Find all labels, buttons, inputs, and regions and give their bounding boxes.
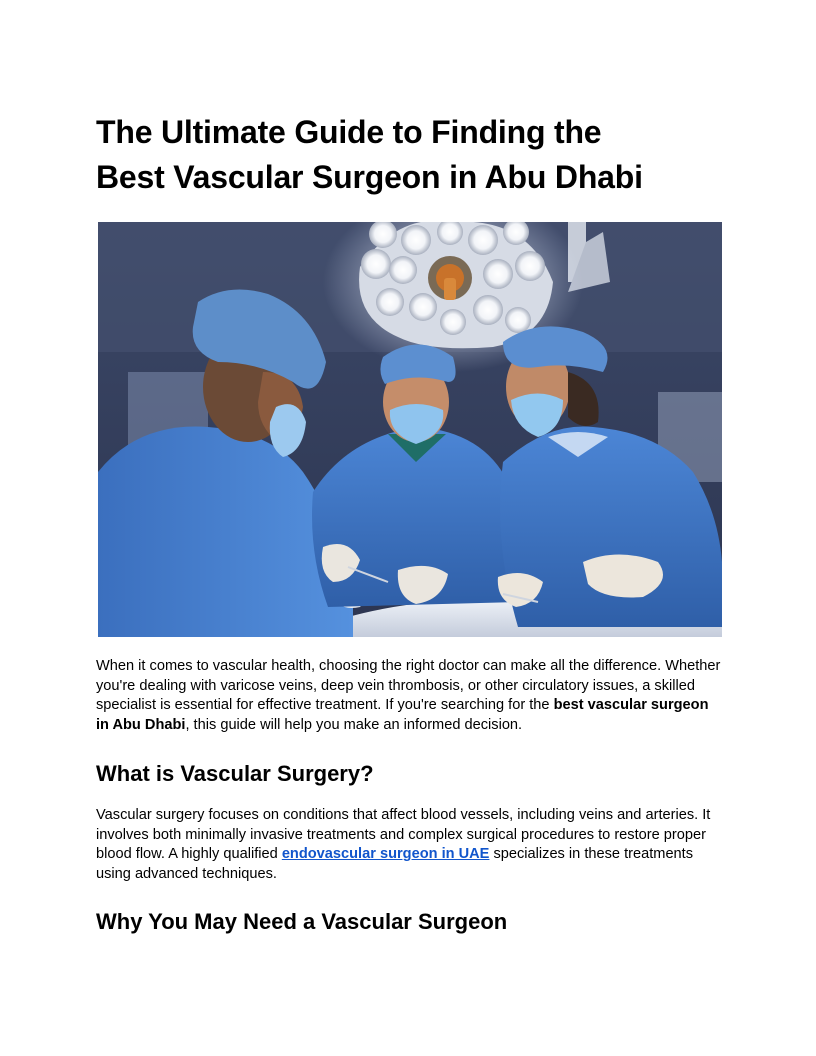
section1-text-start: Vascular surgery focuses on conditions that affect blood vessels, including veins and arteries. It involves both minimally invasive treatments and complex surgical procedures to restore proper blood flow. A highly qualified <box>96 807 711 863</box>
intro-bold-keyword: best vascular surgeon in Abu Dhabi <box>96 697 709 733</box>
endovascular-surgeon-link[interactable]: endovascular surgeon in UAE <box>281 846 490 863</box>
section1-paragraph <box>96 806 722 884</box>
title-line-2: Best Vascular Surgeon in Abu Dhabi <box>96 159 643 195</box>
title-line-1: The Ultimate Guide to Finding the <box>96 114 602 150</box>
section-heading-why: Why You May Need a Vascular Surgeon <box>96 909 508 934</box>
section1-text-end: specializes in these treatments using advanced techniques. <box>96 846 694 882</box>
article-title <box>96 110 736 200</box>
section-heading-what: What is Vascular Surgery? <box>96 761 374 786</box>
intro-text-start: When it comes to vascular health, choosing the right doctor can make all the difference. Whether you're dealing with varicose veins, deep vein thrombosis, or other circulatory issues, a skilled specialist is essential for effective treatment. If you're searching for the <box>96 658 721 714</box>
intro-paragraph <box>96 657 722 735</box>
hero-image <box>98 222 722 637</box>
intro-text-end: , this guide will help you make an informed decision. <box>185 716 523 733</box>
